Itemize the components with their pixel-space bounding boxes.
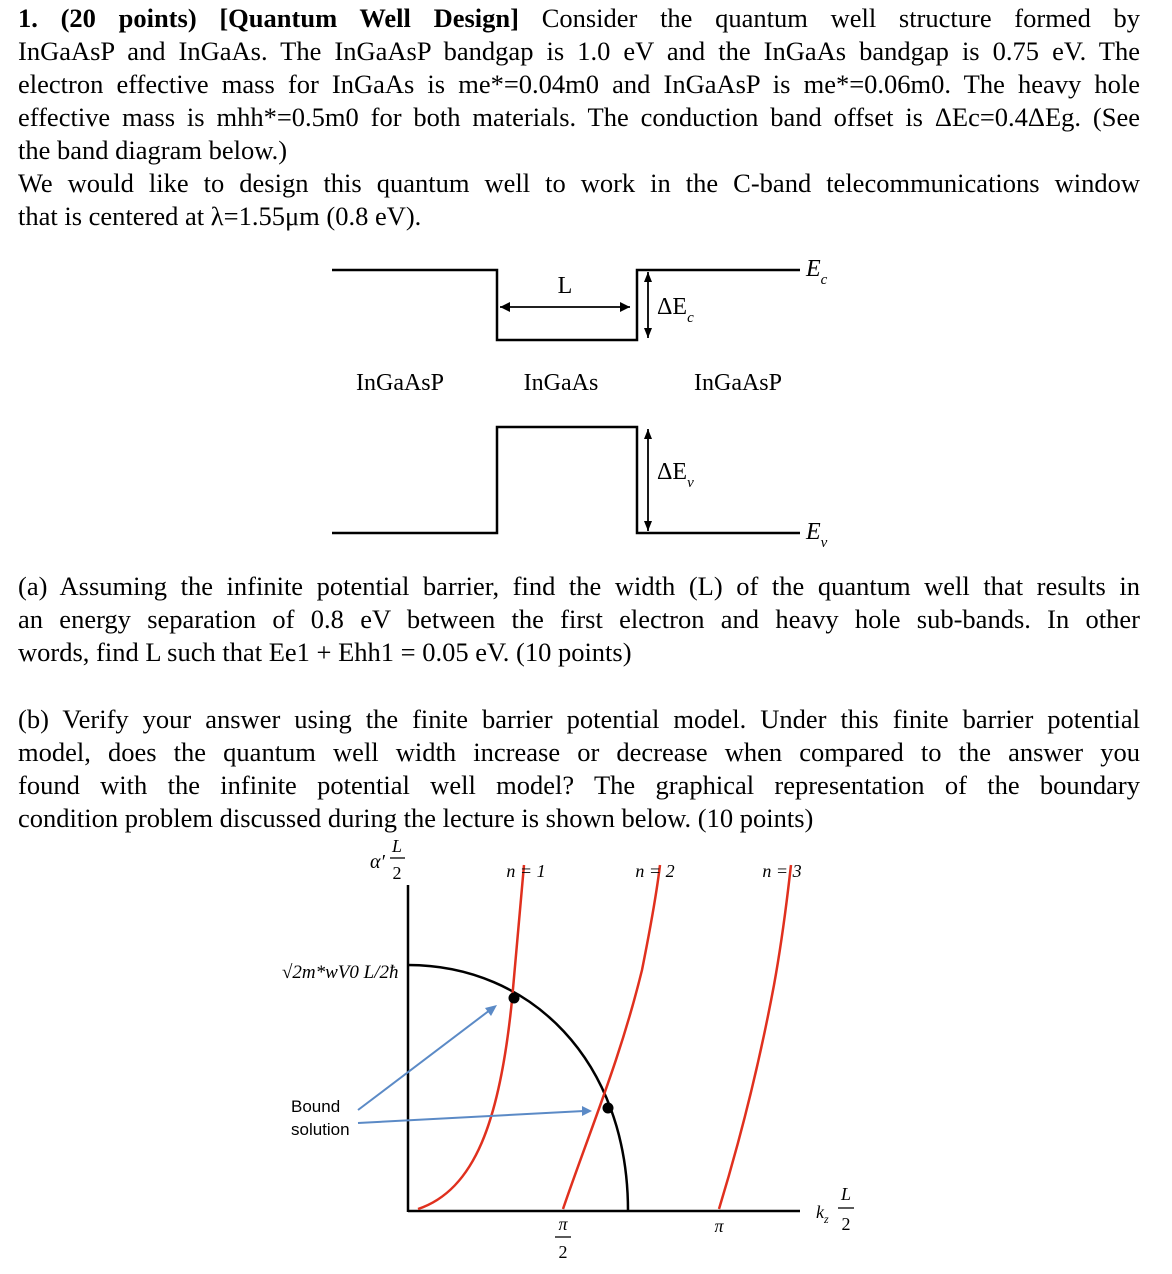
valence-band-edge	[332, 427, 800, 533]
label-L: L	[557, 273, 573, 299]
material-center: InGaAs	[523, 370, 599, 396]
tick-pi-half-num: π	[558, 1214, 568, 1234]
delta-ev-arrow	[644, 429, 652, 531]
bound-label-1: Bound	[291, 1097, 341, 1116]
label-n2: n = 2	[635, 861, 675, 881]
problem-intro-1: Consider the quantum well structure formed by	[541, 3, 1141, 33]
problem-intro-4: effective mass is mhh*=0.5m0 for both materials. The conduction band offset is ΔEc=0.4ΔEg. (See	[18, 102, 1140, 132]
label-n1: n = 1	[506, 861, 546, 881]
problem-points: (20 points)	[60, 3, 197, 33]
part-b-line-3: found with the infinite potential well model? The graphical representation of the boundary	[18, 770, 1140, 800]
part-a-line-2: an energy separation of 0.8 eV between the first electron and heavy hole sub-bands. In other	[18, 604, 1140, 634]
part-b-line-4: condition problem discussed during the lecture is shown below. (10 points)	[18, 803, 814, 833]
problem-goal-2: that is centered at λ=1.55μm (0.8 eV).	[18, 201, 422, 231]
part-a	[18, 570, 1140, 669]
delta-ec-arrow	[644, 272, 652, 338]
label-ev: $E_v$	[806, 519, 828, 551]
label-ec: $E_c$	[806, 256, 828, 288]
part-b	[18, 703, 1140, 835]
bound-label-2: solution	[291, 1120, 350, 1139]
x-label-2: 2	[841, 1214, 851, 1234]
label-delta-ec: $\Delta E_c$	[657, 294, 694, 326]
material-right: InGaAsP	[694, 370, 782, 396]
part-a-line-1: (a) Assuming the infinite potential barrier, find the width (L) of the quantum well that results in	[18, 571, 1140, 601]
y-label-alpha: α′	[370, 851, 385, 873]
x-label-k: $k_z$	[816, 1202, 829, 1226]
problem-title: [Quantum Well Design]	[219, 3, 519, 33]
x-label-L: L	[840, 1184, 852, 1204]
radius-label: √2m*wV0 L/2ħ	[282, 962, 399, 983]
tick-pi-half-den: 2	[558, 1242, 568, 1262]
problem-intro-5: the band diagram below.)	[18, 135, 288, 165]
label-delta-ev: $\Delta E_v$	[657, 459, 694, 491]
problem-intro-3: electron effective mass for InGaAs is me*=0.04m0 and InGaAsP is me*=0.06m0. The heavy hole	[18, 69, 1140, 99]
problem-intro-2: InGaAsP and InGaAs. The InGaAsP bandgap is 1.0 eV and the InGaAs bandgap is 0.75 eV. The	[18, 36, 1140, 66]
width-arrow	[500, 302, 630, 312]
material-left: InGaAsP	[356, 370, 444, 396]
problem-number: 1.	[18, 3, 38, 33]
label-n3: n = 3	[762, 861, 802, 881]
problem-goal-1: We would like to design this quantum well to work in the C-band telecommunications window	[18, 168, 1140, 198]
part-b-line-1: (b) Verify your answer using the finite barrier potential model. Under this finite barrier potential	[18, 704, 1140, 734]
part-a-line-3: words, find L such that Ee1 + Ehh1 = 0.05 eV. (10 points)	[18, 637, 632, 667]
y-label-2: 2	[392, 863, 402, 883]
tick-pi: π	[714, 1216, 724, 1236]
y-label-L: L	[391, 836, 403, 856]
part-b-line-2: model, does the quantum well width increase or decrease when compared to the answer you	[18, 737, 1140, 767]
